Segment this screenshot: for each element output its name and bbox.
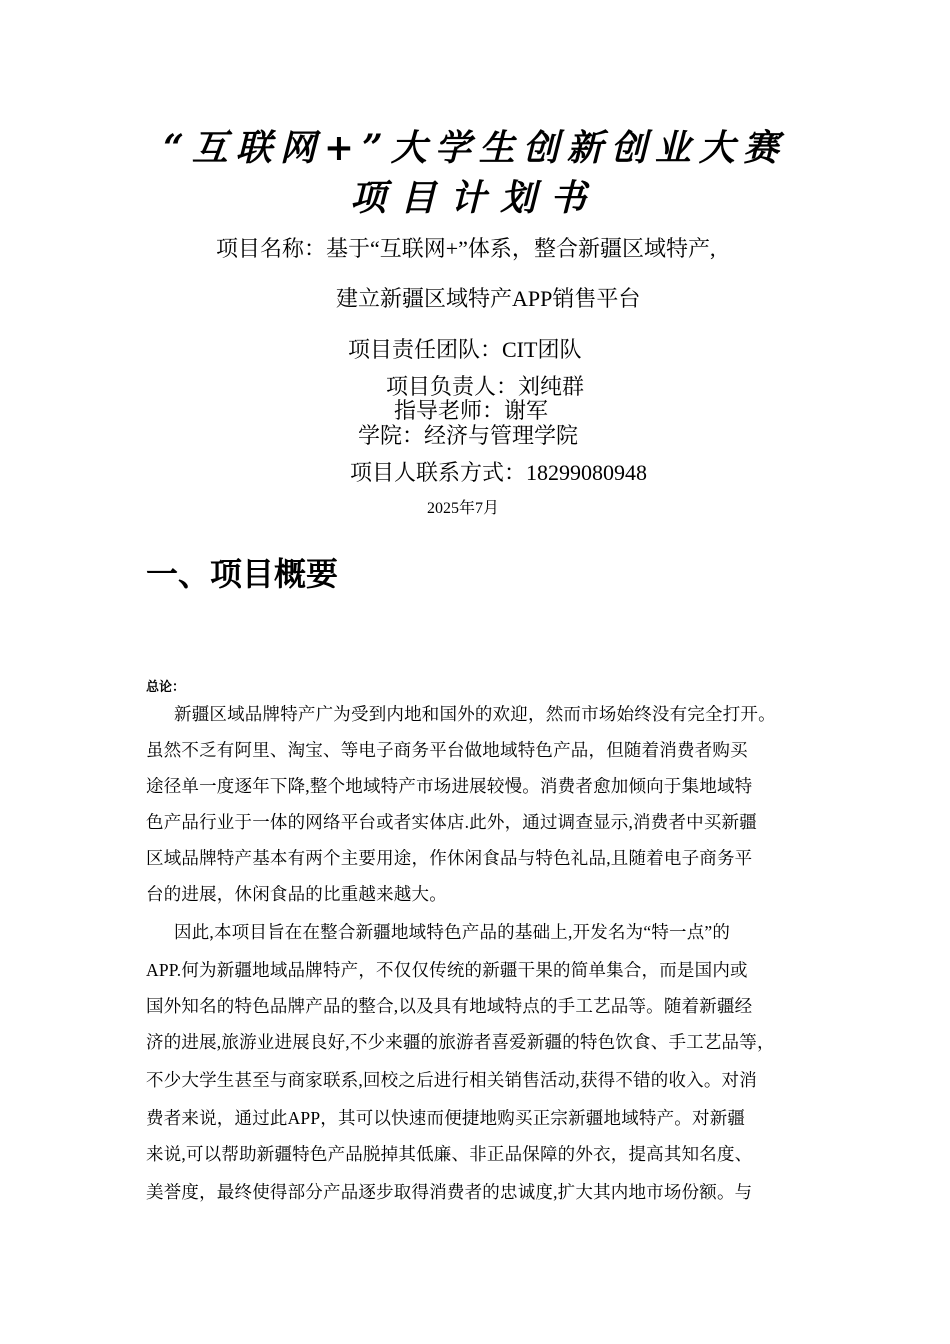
summary-label: 总论： (146, 680, 186, 695)
project-leader: 项目负责人：刘纯群 (386, 374, 585, 399)
paragraph-line: 来说,可以帮助新疆特色产品脱掉其低廉、非正品保障的外衣，提高其知名度、 (146, 1144, 753, 1164)
paragraph-line: APP.何为新疆地域品牌特产，不仅仅传统的新疆干果的简单集合，而是国内或 (146, 960, 748, 980)
paragraph-line: 济的进展,旅游业进展良好,不少来疆的旅游者喜爱新疆的特色饮食、手工艺品等， (146, 1032, 775, 1052)
document-subtitle: 项目计划书 (349, 177, 600, 219)
paragraph-line: 不少大学生甚至与商家联系,回校之后进行相关销售活动,获得不错的收入。对消 (146, 1070, 757, 1090)
section-heading: 一、项目概要 (146, 555, 339, 593)
project-name-line1: 项目名称：基于“互联网+”体系，整合新疆区域特产, (216, 236, 716, 261)
project-team: 项目责任团队：CIT团队 (348, 337, 582, 362)
paragraph-line: 途径单一度逐年下降,整个地域特产市场进展较慢。消费者愈加倾向于集地域特 (146, 776, 753, 796)
document-title: “互联网+”大学生创新创业大赛 (163, 127, 787, 169)
paragraph-line: 国外知名的特色品牌产品的整合,以及具有地域特点的手工艺品等。随着新疆经 (146, 996, 753, 1016)
paragraph-line: 费者来说，通过此APP，其可以快速而便捷地购买正宗新疆地域特产。对新疆 (146, 1108, 746, 1128)
paragraph-line: 新疆区域品牌特产广为受到内地和国外的欢迎，然而市场始终没有完全打开。 (174, 704, 776, 724)
project-advisor: 指导老师：谢军 (394, 398, 549, 423)
paragraph-line: 区域品牌特产基本有两个主要用途，作休闲食品与特色礼品,且随着电子商务平 (146, 848, 753, 868)
paragraph-line: 色产品行业于一体的网络平台或者实体店.此外，通过调查显示,消费者中买新疆 (146, 812, 757, 832)
project-name-line2: 建立新疆区域特产APP销售平台 (336, 286, 641, 311)
paragraph-line: 虽然不乏有阿里、淘宝、等电子商务平台做地域特色产品，但随着消费者购买 (146, 740, 748, 760)
document-date: 2025年7月 (427, 500, 500, 517)
project-contact: 项目人联系方式：18299080948 (350, 460, 648, 485)
paragraph-line: 美誉度，最终使得部分产品逐步取得消费者的忠诚度,扩大其内地市场份额。与 (146, 1182, 753, 1202)
paragraph-line: 台的进展，休闲食品的比重越来越大。 (146, 884, 447, 904)
project-college: 学院：经济与管理学院 (358, 423, 579, 448)
paragraph-line: 因此,本项目旨在在整合新疆地域特色产品的基础上,开发名为“特一点”的 (174, 922, 731, 942)
